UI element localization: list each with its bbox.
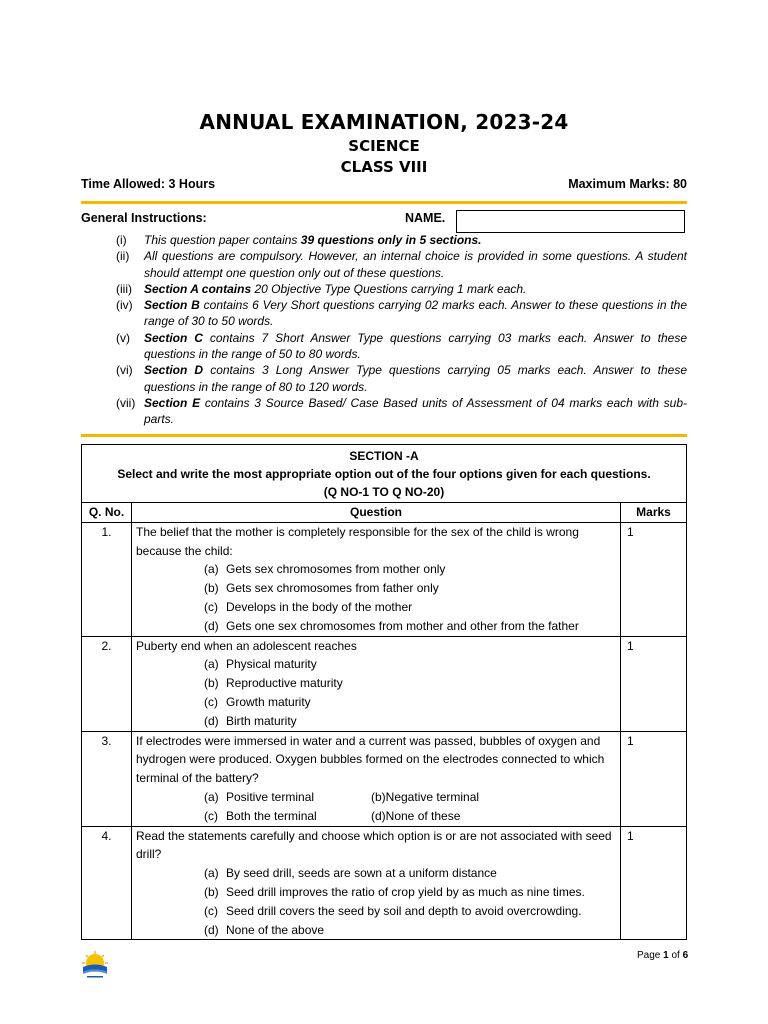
option-item xyxy=(204,902,616,921)
section-instruction: Select and write the most appropriate option out of the four options given for each questions. xyxy=(117,467,651,481)
instruction-number: (v) xyxy=(116,330,130,345)
instruction-bold: 39 questions only in 5 sections. xyxy=(300,233,482,247)
option-text: Birth maturity xyxy=(226,713,297,728)
instruction-text xyxy=(144,395,687,428)
question-row xyxy=(82,826,687,940)
instruction-text xyxy=(144,281,687,297)
option-item xyxy=(371,788,538,807)
option-item xyxy=(204,883,616,902)
instruction-post: contains 3 Long Answer Type questions carrying 05 marks each. Answer to these questions in the range of 80 to 120 words. xyxy=(144,363,687,394)
option-text: Develops in the body of the mother xyxy=(226,599,413,614)
instruction-post: contains 3 Source Based/ Case Based units of Assessment of 04 marks each with sub-parts. xyxy=(144,395,687,427)
page-prefix: Page xyxy=(637,950,664,961)
option-row xyxy=(204,807,616,826)
name-field[interactable] xyxy=(456,210,685,233)
option-letter: (c) xyxy=(204,599,218,614)
option-item xyxy=(204,617,616,636)
option-letter: (d) xyxy=(204,713,219,728)
instruction-text xyxy=(144,330,687,363)
question-number: 2. xyxy=(82,636,132,731)
options-list xyxy=(136,864,616,939)
option-item xyxy=(204,921,616,940)
section-header-row xyxy=(82,445,687,503)
option-item xyxy=(204,674,616,693)
instruction-post: contains 7 Short Answer Type questions carrying 03 marks each. Answer to these questions in the range of 50 to 80 words. xyxy=(144,330,687,362)
instruction-text xyxy=(144,297,687,330)
option-letter: (a) xyxy=(204,789,219,804)
option-item xyxy=(204,807,371,826)
option-text: Gets sex chromosomes from father only xyxy=(226,581,439,596)
instruction-bold: Section B xyxy=(144,298,200,313)
instruction-item xyxy=(116,281,687,297)
page-indicator xyxy=(637,950,688,961)
question-row xyxy=(82,731,687,826)
column-qno: Q. No. xyxy=(82,503,132,523)
section-title: SECTION -A xyxy=(349,449,419,463)
option-letter: (d) xyxy=(204,922,219,937)
option-letter: (b) xyxy=(204,676,219,691)
column-marks: Marks xyxy=(621,503,687,523)
column-header-row xyxy=(82,503,687,523)
instruction-number: (vii) xyxy=(116,395,136,410)
option-letter: (a) xyxy=(204,866,219,881)
question-cell xyxy=(132,826,621,940)
instruction-item xyxy=(116,297,687,330)
instruction-post: All questions are compulsory. However, an internal choice is provided in some questions. A student should attempt one question only out of these questions. xyxy=(144,249,687,280)
page-total: 6 xyxy=(682,950,689,961)
option-text: Physical maturity xyxy=(226,657,317,672)
question-table xyxy=(81,444,687,940)
question-number: 1. xyxy=(82,522,132,636)
option-letter: (c) xyxy=(204,694,218,709)
instruction-pre: This question paper contains xyxy=(144,233,301,247)
column-question: Question xyxy=(132,503,621,523)
option-letter: (b) xyxy=(204,884,219,899)
option-letter: (b) xyxy=(371,789,386,804)
instruction-item xyxy=(116,248,687,281)
option-letter: (b) xyxy=(204,581,219,596)
option-text: None of the above xyxy=(226,922,325,937)
instruction-item xyxy=(116,362,687,395)
options-list xyxy=(136,560,616,635)
option-text: None of these xyxy=(385,808,461,823)
instruction-text xyxy=(144,248,687,281)
instruction-post: 20 Objective Type Questions carrying 1 mark each. xyxy=(251,281,527,296)
option-letter: (c) xyxy=(204,808,218,823)
question-cell xyxy=(132,522,621,636)
option-text: Growth maturity xyxy=(226,694,311,709)
question-cell xyxy=(132,636,621,731)
option-letter: (d) xyxy=(204,618,219,633)
question-marks: 1 xyxy=(621,826,687,940)
divider-middle xyxy=(81,434,687,437)
option-letter: (d) xyxy=(371,808,386,823)
general-instructions-label: General Instructions: xyxy=(81,211,207,225)
page-of: of xyxy=(668,950,683,961)
option-text: Seed drill covers the seed by soil and depth to avoid overcrowding. xyxy=(226,903,582,918)
option-text: Negative terminal xyxy=(385,789,480,804)
question-row xyxy=(82,522,687,636)
exam-header xyxy=(0,108,768,178)
instructions-list xyxy=(116,232,687,428)
option-text: Both the terminal xyxy=(226,808,317,823)
option-text: Gets sex chromosomes from mother only xyxy=(226,562,446,577)
instruction-bold: Section A contains xyxy=(144,281,252,296)
option-item xyxy=(204,598,616,617)
instruction-text xyxy=(144,362,687,395)
option-letter: (c) xyxy=(204,903,218,918)
instruction-item xyxy=(116,330,687,363)
time-allowed: Time Allowed: 3 Hours xyxy=(81,177,216,191)
option-text: By seed drill, seeds are sown at a uniform distance xyxy=(226,866,497,881)
maximum-marks: Maximum Marks: 80 xyxy=(568,177,687,191)
instruction-bold: Section D xyxy=(144,363,204,378)
question-number: 3. xyxy=(82,731,132,826)
question-row xyxy=(82,636,687,731)
option-item xyxy=(204,864,616,883)
option-text: Gets one sex chromosomes from mother and other from the father xyxy=(226,618,579,633)
question-number: 4. xyxy=(82,826,132,940)
section-range: (Q NO-1 TO Q NO-20) xyxy=(323,485,445,499)
question-marks: 1 xyxy=(621,731,687,826)
option-item xyxy=(204,788,371,807)
question-text: If electrodes were immersed in water and a current was passed, bubbles of oxygen and hydrogen were produced. Oxygen bubbles formed on the electrodes connected to which terminal of the battery? xyxy=(136,733,605,786)
option-letter: (a) xyxy=(204,562,219,577)
question-text: Puberty end when an adolescent reaches xyxy=(136,638,357,653)
option-item xyxy=(204,560,616,579)
option-item xyxy=(204,579,616,598)
instruction-text xyxy=(144,232,687,248)
instruction-number: (iii) xyxy=(116,281,132,296)
question-marks: 1 xyxy=(621,636,687,731)
instruction-item xyxy=(116,395,687,428)
question-text: The belief that the mother is completely responsible for the sex of the child is wrong because the child: xyxy=(136,524,579,558)
option-item xyxy=(204,712,616,731)
options-list xyxy=(136,788,616,826)
option-row xyxy=(204,788,616,807)
exam-title: ANNUAL EXAMINATION, 2023-24 xyxy=(199,110,569,134)
instruction-item xyxy=(116,232,687,248)
option-item xyxy=(204,655,616,674)
school-logo-icon xyxy=(79,950,111,980)
option-item xyxy=(204,693,616,712)
instruction-number: (vi) xyxy=(116,363,133,378)
class-title: CLASS VIII xyxy=(340,158,428,176)
name-label: NAME. xyxy=(405,211,446,225)
option-text: Seed drill improves the ratio of crop yield by as much as nine times. xyxy=(226,884,585,899)
divider-top xyxy=(81,201,687,204)
subject-title: SCIENCE xyxy=(348,137,420,155)
option-item xyxy=(371,807,538,826)
instruction-bold: Section E xyxy=(144,395,201,410)
question-text: Read the statements carefully and choose which option is or are not associated with seed drill? xyxy=(136,828,612,862)
question-marks: 1 xyxy=(621,522,687,636)
page-number: 1 xyxy=(663,950,669,961)
section-header xyxy=(82,445,687,503)
options-list xyxy=(136,655,616,730)
option-letter: (a) xyxy=(204,657,219,672)
meta-row xyxy=(81,177,687,191)
question-cell xyxy=(132,731,621,826)
instruction-number: (i) xyxy=(116,233,127,247)
option-text: Reproductive maturity xyxy=(226,676,343,691)
instruction-bold: Section C xyxy=(144,330,203,345)
option-text: Positive terminal xyxy=(226,789,315,804)
instruction-post: contains 6 Very Short questions carrying 02 marks each. Answer to these questions in the range of 30 to 50 words. xyxy=(144,298,688,329)
instruction-number: (iv) xyxy=(116,298,133,313)
instruction-number: (ii) xyxy=(116,249,130,264)
